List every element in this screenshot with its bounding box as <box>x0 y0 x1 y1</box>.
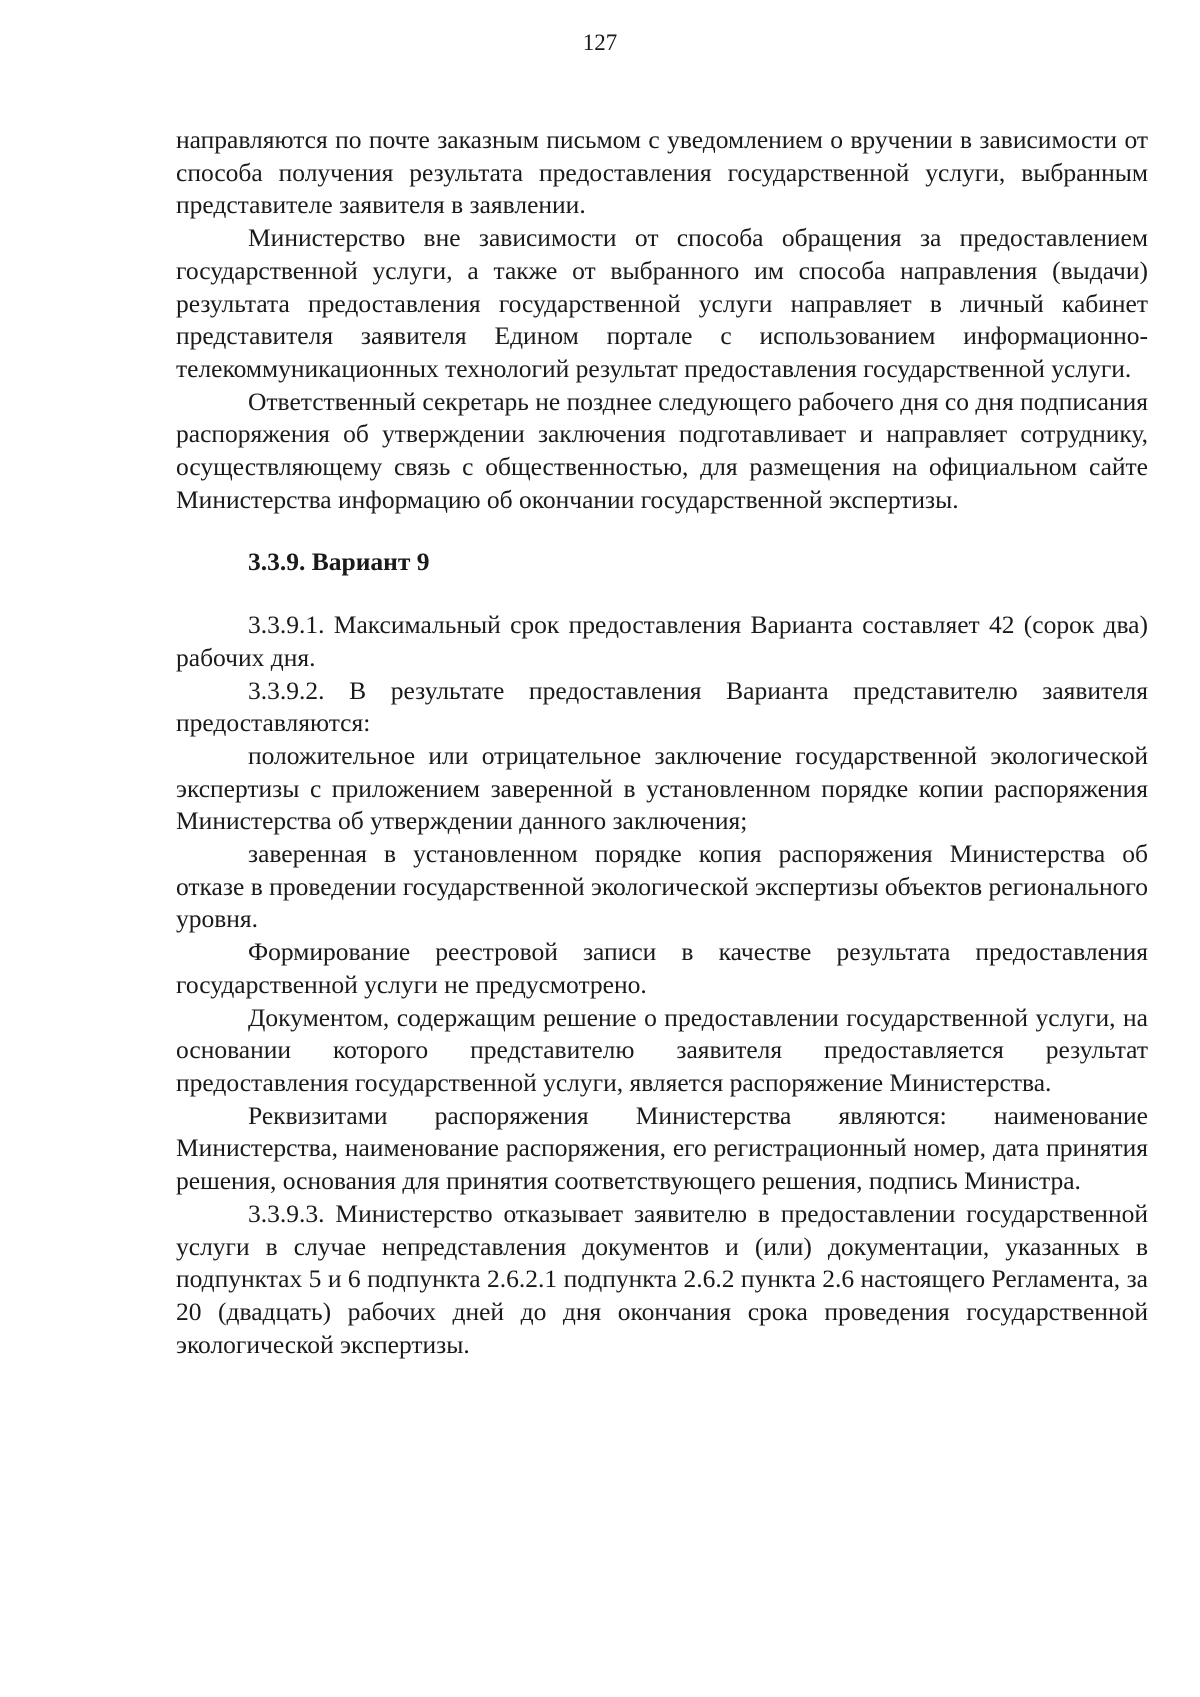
paragraph: Реквизитами распоряжения Министерства являются: наименование Министерства, наименование распоряжения, его регистрационный номер, дата принятия решения, основания для принятия соответствующего решения, подпись Министра. <box>176 1100 1148 1196</box>
paragraph: заверенная в установленном порядке копия распоряжения Министерства об отказе в проведении государственной экологической экспертизы объектов регионального уровня. <box>176 839 1148 934</box>
paragraph: положительное или отрицательное заключение государственной экологической экспертизы с приложением заверенной в установленном порядке копии распоряжения Министерства об утверждении данного заключения; <box>176 740 1148 836</box>
paragraph: Документом, содержащим решение о предоставлении государственной услуги, на основании которого представителю заявителя предоставляется результат предоставления государственной услуги, является распоряжение Министерства. <box>176 1002 1148 1097</box>
paragraph: Формирование реестровой записи в качестве результата предоставления государственной услуги не предусмотрено. <box>176 937 1148 999</box>
paragraph: 3.3.9.1. Максимальный срок предоставления Варианта составляет 42 (сорок два) рабочих дня. <box>176 610 1148 672</box>
document-body <box>176 124 1148 1361</box>
paragraph: направляются по почте заказным письмом с уведомлением о вручении в зависимости от способа получения результата предоставления государственной услуги, выбранным представителе заявителя в заявлении. <box>176 125 1148 220</box>
page-number: 127 <box>582 30 618 55</box>
paragraph: 3.3.9.2. В результате предоставления Варианта представителю заявителя предоставляются: <box>176 675 1148 738</box>
paragraph: Министерство вне зависимости от способа обращения за предоставлением государственной услуги, а также от выбранного им способа направления (выдачи) результата предоставления государственной услуги направляет в личный кабинет представителя заявителя Едином портале с использованием информационно-телекоммуникационных технологий результат предоставления государственной услуги. <box>176 223 1148 383</box>
paragraph: Ответственный секретарь не позднее следующего рабочего дня со дня подписания распоряжения об утверждении заключения подготавливает и направляет сотруднику, осуществляющему связь с общественностью, для размещения на официальном сайте Министерства информацию об окончании государственной экспертизы. <box>176 386 1148 514</box>
section-heading: 3.3.9. Вариант 9 <box>248 547 430 577</box>
paragraph: 3.3.9.3. Министерство отказывает заявителю в предоставлении государственной услуги в случае непредставления документов и (или) документации, указанных в подпунктах 5 и 6 подпункта 2.6.2.1 подпункта 2.6.2 пункта 2.6 настоящего Регламента, за 20 (двадцать) рабочих дней до дня окончания срока проведения государственной экологической экспертизы. <box>176 1198 1148 1359</box>
